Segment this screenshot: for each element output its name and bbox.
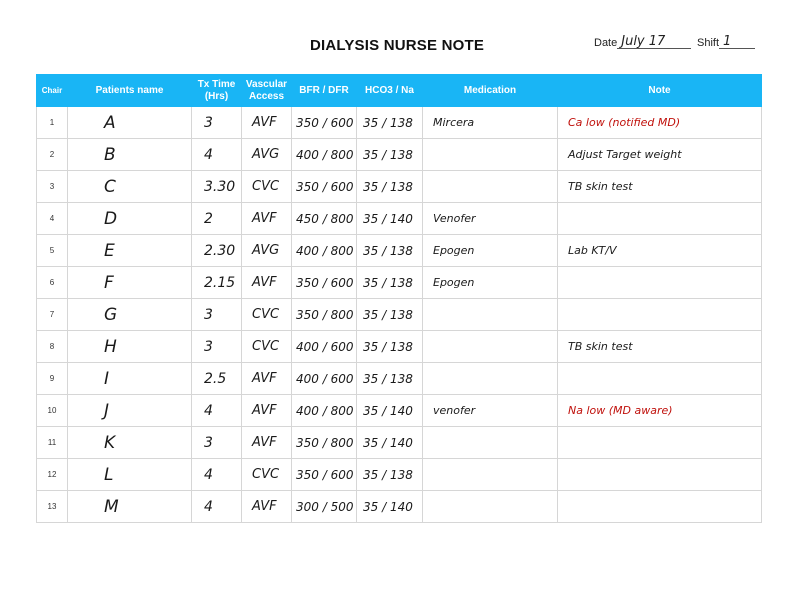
date-label: Date — [594, 37, 618, 49]
hco3-na-cell: 35 / 138 — [357, 331, 423, 363]
tx-time-cell: 4 — [192, 395, 242, 427]
patient-name-cell: G — [68, 299, 192, 331]
patient-name-cell: H — [68, 331, 192, 363]
vascular-access-cell: AVF — [242, 203, 292, 235]
shift-label: Shift — [697, 37, 720, 49]
note-cell — [558, 459, 762, 491]
table-row — [37, 267, 762, 299]
col-header-bfr-dfr: BFR / DFR — [292, 75, 357, 107]
hco3-na-cell: 35 / 138 — [357, 171, 423, 203]
note-cell: Lab KT/V — [558, 235, 762, 267]
medication-cell — [423, 459, 558, 491]
table-row — [37, 107, 762, 139]
col-header-tx-time: Tx Time (Hrs) — [192, 75, 242, 107]
shift-value: 1 — [719, 34, 755, 49]
medication-cell — [423, 299, 558, 331]
note-cell — [558, 427, 762, 459]
hco3-na-cell: 35 / 138 — [357, 235, 423, 267]
medication-cell: venofer — [423, 395, 558, 427]
medication-cell — [423, 363, 558, 395]
note-cell — [558, 267, 762, 299]
bfr-dfr-cell: 400 / 800 — [292, 395, 357, 427]
note-cell: Ca low (notified MD) — [558, 107, 762, 139]
bfr-dfr-cell: 400 / 800 — [292, 139, 357, 171]
table-row — [37, 459, 762, 491]
col-header-vascular-access: Vascular Access — [242, 75, 292, 107]
tx-time-cell: 3 — [192, 331, 242, 363]
note-cell: Adjust Target weight — [558, 139, 762, 171]
tx-time-cell: 4 — [192, 459, 242, 491]
patient-name-cell: J — [68, 395, 192, 427]
table-row — [37, 395, 762, 427]
bfr-dfr-cell: 450 / 800 — [292, 203, 357, 235]
medication-cell — [423, 171, 558, 203]
vascular-access-cell: AVF — [242, 363, 292, 395]
patient-name-cell: C — [68, 171, 192, 203]
dialysis-table — [36, 74, 762, 523]
table-row — [37, 331, 762, 363]
note-cell: TB skin test — [558, 331, 762, 363]
hco3-na-cell: 35 / 138 — [357, 107, 423, 139]
table-row — [37, 363, 762, 395]
hco3-na-cell: 35 / 138 — [357, 267, 423, 299]
tx-time-cell: 2.15 — [192, 267, 242, 299]
vascular-access-cell: CVC — [242, 171, 292, 203]
bfr-dfr-cell: 350 / 800 — [292, 299, 357, 331]
medication-cell: Epogen — [423, 235, 558, 267]
patient-name-cell: I — [68, 363, 192, 395]
patient-name-cell: F — [68, 267, 192, 299]
table-header-row — [37, 75, 762, 107]
chair-cell: 1 — [37, 107, 68, 139]
medication-cell — [423, 491, 558, 523]
medication-cell: Epogen — [423, 267, 558, 299]
table-row — [37, 139, 762, 171]
vascular-access-cell: AVF — [242, 107, 292, 139]
tx-time-cell: 2 — [192, 203, 242, 235]
vascular-access-cell: AVG — [242, 235, 292, 267]
hco3-na-cell: 35 / 138 — [357, 363, 423, 395]
hco3-na-cell: 35 / 140 — [357, 395, 423, 427]
medication-cell: Mircera — [423, 107, 558, 139]
table-row — [37, 491, 762, 523]
vascular-access-cell: CVC — [242, 299, 292, 331]
tx-time-cell: 2.5 — [192, 363, 242, 395]
medication-cell — [423, 139, 558, 171]
bfr-dfr-cell: 350 / 600 — [292, 459, 357, 491]
col-header-note: Note — [558, 75, 762, 107]
chair-cell: 6 — [37, 267, 68, 299]
medication-cell — [423, 331, 558, 363]
chair-cell: 13 — [37, 491, 68, 523]
tx-time-cell: 3.30 — [192, 171, 242, 203]
table-row — [37, 203, 762, 235]
chair-cell: 7 — [37, 299, 68, 331]
note-cell: TB skin test — [558, 171, 762, 203]
patient-name-cell: M — [68, 491, 192, 523]
hco3-na-cell: 35 / 140 — [357, 427, 423, 459]
bfr-dfr-cell: 350 / 600 — [292, 107, 357, 139]
chair-cell: 5 — [37, 235, 68, 267]
hco3-na-cell: 35 / 138 — [357, 139, 423, 171]
medication-cell — [423, 427, 558, 459]
tx-time-cell: 4 — [192, 491, 242, 523]
bfr-dfr-cell: 350 / 800 — [292, 427, 357, 459]
page-title: DIALYSIS NURSE NOTE — [309, 37, 485, 54]
bfr-dfr-cell: 350 / 600 — [292, 171, 357, 203]
bfr-dfr-cell: 400 / 600 — [292, 363, 357, 395]
col-header-medication: Medication — [423, 75, 558, 107]
patient-name-cell: K — [68, 427, 192, 459]
note-cell — [558, 203, 762, 235]
tx-time-cell: 3 — [192, 299, 242, 331]
chair-cell: 11 — [37, 427, 68, 459]
patient-name-cell: B — [68, 139, 192, 171]
shift-field — [697, 34, 755, 49]
col-header-patient-name: Patients name — [68, 75, 192, 107]
hco3-na-cell: 35 / 140 — [357, 491, 423, 523]
note-cell — [558, 491, 762, 523]
chair-cell: 8 — [37, 331, 68, 363]
table-row — [37, 171, 762, 203]
chair-cell: 2 — [37, 139, 68, 171]
date-field — [594, 34, 691, 49]
table-row — [37, 427, 762, 459]
vascular-access-cell: AVF — [242, 395, 292, 427]
col-header-chair: Chair — [37, 75, 68, 107]
chair-cell: 9 — [37, 363, 68, 395]
patient-name-cell: A — [68, 107, 192, 139]
chair-cell: 3 — [37, 171, 68, 203]
col-header-hco3-na: HCO3 / Na — [357, 75, 423, 107]
tx-time-cell: 2.30 — [192, 235, 242, 267]
vascular-access-cell: CVC — [242, 459, 292, 491]
vascular-access-cell: AVF — [242, 491, 292, 523]
chair-cell: 10 — [37, 395, 68, 427]
hco3-na-cell: 35 / 140 — [357, 203, 423, 235]
bfr-dfr-cell: 400 / 600 — [292, 331, 357, 363]
note-cell — [558, 363, 762, 395]
medication-cell: Venofer — [423, 203, 558, 235]
hco3-na-cell: 35 / 138 — [357, 459, 423, 491]
bfr-dfr-cell: 300 / 500 — [292, 491, 357, 523]
note-cell — [558, 299, 762, 331]
tx-time-cell: 3 — [192, 107, 242, 139]
table-row — [37, 299, 762, 331]
vascular-access-cell: AVF — [242, 267, 292, 299]
vascular-access-cell: AVG — [242, 139, 292, 171]
tx-time-cell: 3 — [192, 427, 242, 459]
note-cell: Na low (MD aware) — [558, 395, 762, 427]
vascular-access-cell: AVF — [242, 427, 292, 459]
patient-name-cell: E — [68, 235, 192, 267]
tx-time-cell: 4 — [192, 139, 242, 171]
patient-name-cell: D — [68, 203, 192, 235]
table-row — [37, 235, 762, 267]
chair-cell: 12 — [37, 459, 68, 491]
vascular-access-cell: CVC — [242, 331, 292, 363]
chair-cell: 4 — [37, 203, 68, 235]
bfr-dfr-cell: 350 / 600 — [292, 267, 357, 299]
bfr-dfr-cell: 400 / 800 — [292, 235, 357, 267]
patient-name-cell: L — [68, 459, 192, 491]
date-value: July 17 — [617, 34, 691, 49]
hco3-na-cell: 35 / 138 — [357, 299, 423, 331]
